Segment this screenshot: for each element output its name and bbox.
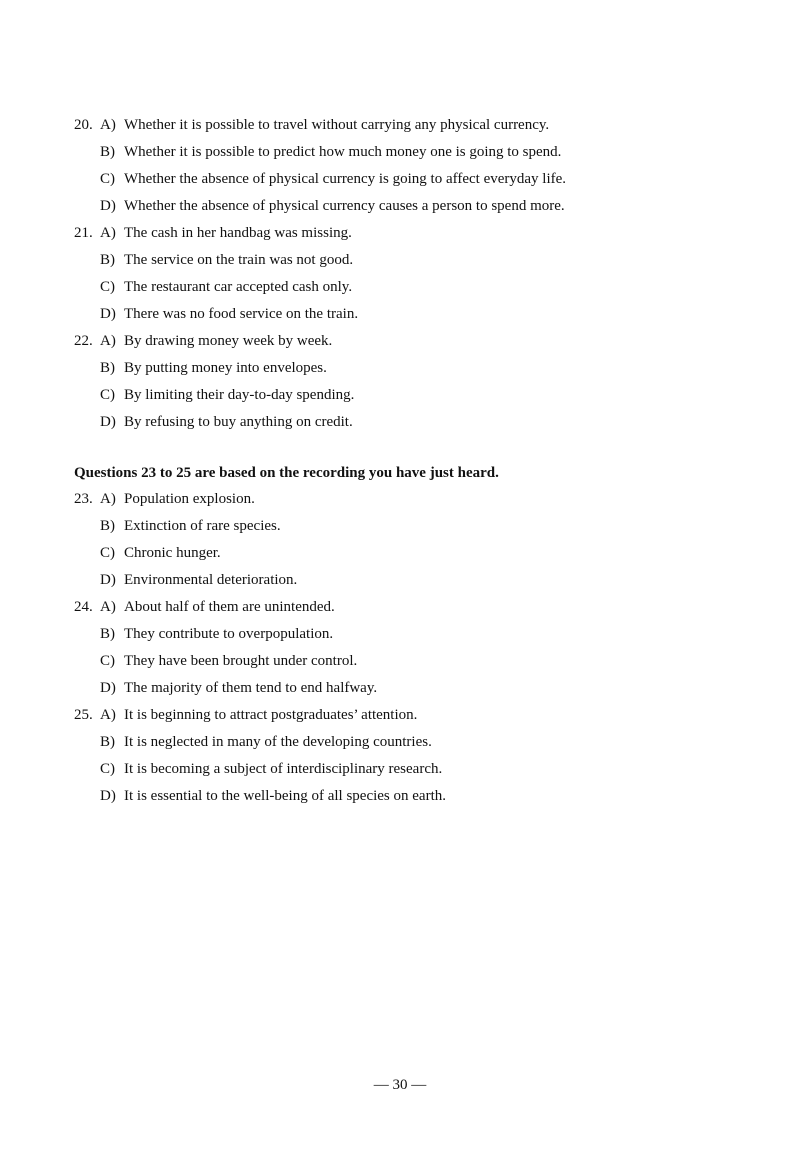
question-21-option-c [74,274,764,301]
option-letter: B) [100,518,115,534]
option-text: It is essential to the well-being of all species on earth. [124,788,446,804]
question-24-option-a [74,594,764,621]
question-25-option-b [74,729,764,756]
option-letter: B) [100,360,115,376]
question-23-option-c [74,540,764,567]
question-number: 23. [74,491,93,507]
option-text: Whether it is possible to travel without carrying any physical currency. [124,117,550,133]
question-number: 22. [74,333,93,349]
question-22-option-a [74,328,764,355]
option-letter: A) [100,117,116,133]
question-23-option-b [74,513,764,540]
page-number: — 30 — [373,1077,427,1093]
option-text: The service on the train was not good. [124,252,354,268]
option-letter: A) [100,333,116,349]
option-letter: B) [100,252,115,268]
option-text: By limiting their day-to-day spending. [124,387,355,403]
question-number: 21. [74,225,93,241]
question-20-option-a [74,112,764,139]
option-letter: C) [100,171,115,187]
option-text: Extinction of rare species. [124,518,281,534]
section-heading: Questions 23 to 25 are based on the recording you have just heard. [74,465,499,481]
option-letter: A) [100,491,116,507]
question-21-option-b [74,247,764,274]
question-24-option-d [74,675,764,702]
question-20-option-b [74,139,764,166]
option-letter: D) [100,572,116,588]
option-text: It is becoming a subject of interdisciplinary research. [124,761,443,777]
option-text: Whether it is possible to predict how much money one is going to spend. [124,144,562,160]
option-text: By refusing to buy anything on credit. [124,414,353,430]
question-21-option-d [74,301,764,328]
question-number: 20. [74,117,93,133]
question-25-option-d [74,783,764,810]
option-text: The cash in her handbag was missing. [124,225,352,241]
option-text: The restaurant car accepted cash only. [124,279,353,295]
option-text: They contribute to overpopulation. [124,626,334,642]
option-text: It is neglected in many of the developing countries. [124,734,432,750]
option-letter: D) [100,414,116,430]
option-letter: A) [100,707,116,723]
question-block-20-22 [74,112,764,436]
question-25-option-c [74,756,764,783]
option-text: Population explosion. [124,491,255,507]
question-number: 25. [74,707,93,723]
option-text: Environmental deterioration. [124,572,298,588]
question-23-option-d [74,567,764,594]
question-block-23-25 [74,460,764,810]
question-22-option-c [74,382,764,409]
option-text: There was no food service on the train. [124,306,359,322]
question-22-option-b [74,355,764,382]
option-text: Chronic hunger. [124,545,221,561]
option-text: About half of them are unintended. [124,599,335,615]
option-letter: C) [100,279,115,295]
option-letter: B) [100,734,115,750]
question-22-option-d [74,409,764,436]
option-text: Whether the absence of physical currency is going to affect everyday life. [124,171,567,187]
question-25-option-a [74,702,764,729]
option-letter: B) [100,626,115,642]
question-23-option-a [74,486,764,513]
question-number: 24. [74,599,93,615]
option-text: It is beginning to attract postgraduates’ attention. [124,707,418,723]
question-20-option-d [74,193,764,220]
option-letter: D) [100,680,116,696]
option-letter: D) [100,788,116,804]
option-text: The majority of them tend to end halfway. [124,680,378,696]
option-letter: D) [100,198,116,214]
question-21-option-a [74,220,764,247]
option-text: Whether the absence of physical currency causes a person to spend more. [124,198,565,214]
question-24-option-b [74,621,764,648]
option-letter: C) [100,545,115,561]
option-letter: D) [100,306,116,322]
option-letter: A) [100,225,116,241]
question-24-option-c [74,648,764,675]
option-letter: C) [100,653,115,669]
option-letter: A) [100,599,116,615]
option-letter: B) [100,144,115,160]
question-20-option-c [74,166,764,193]
option-text: By drawing money week by week. [124,333,333,349]
option-text: By putting money into envelopes. [124,360,327,376]
option-letter: C) [100,761,115,777]
option-letter: C) [100,387,115,403]
option-text: They have been brought under control. [124,653,358,669]
